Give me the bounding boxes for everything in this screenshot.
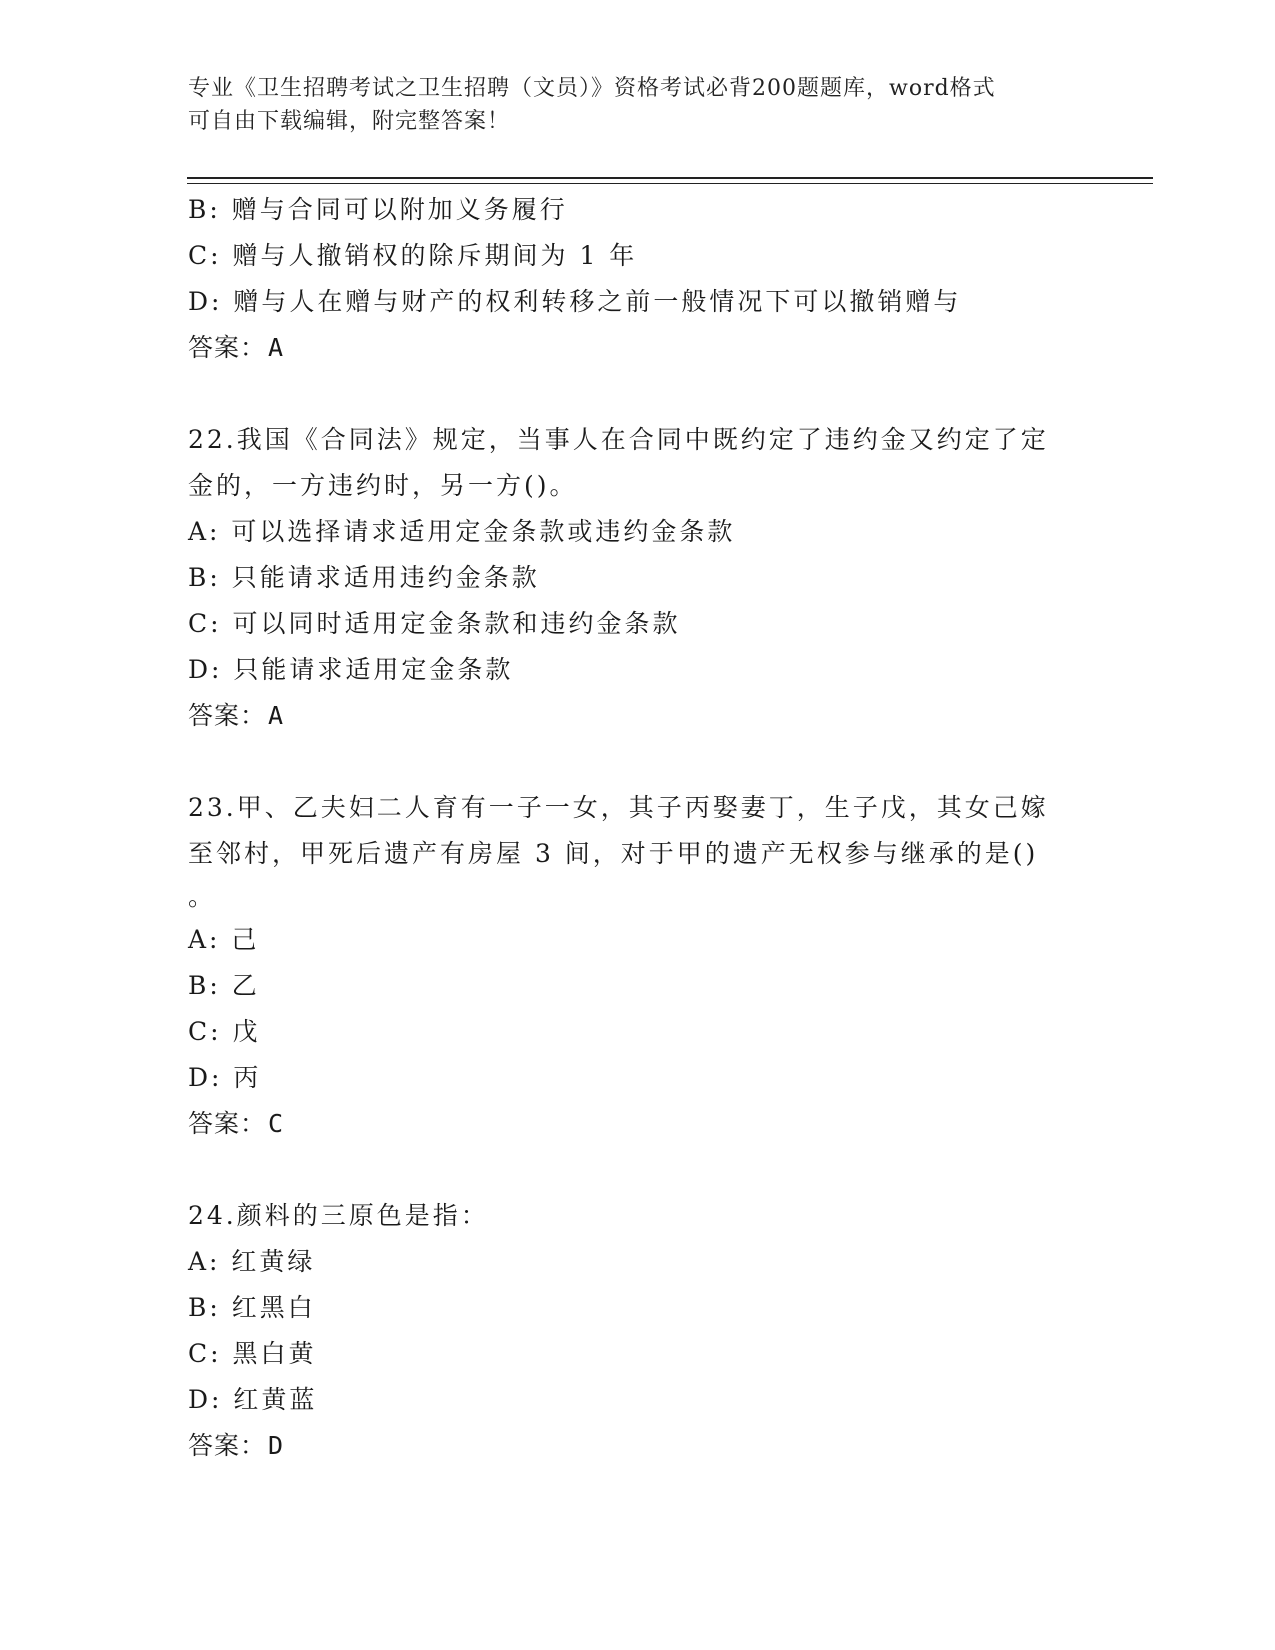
header-divider-thin [187, 183, 1153, 184]
option-d: D: 丙 [188, 1063, 262, 1092]
option-b: B: 乙 [188, 971, 260, 1000]
question-block-21 [188, 187, 1088, 371]
question-block-22 [188, 417, 1088, 739]
option-c: C: 赠与人撤销权的除斥期间为 1 年 [188, 241, 638, 270]
option-d: D: 红黄蓝 [188, 1385, 318, 1414]
answer-value: D [268, 1431, 285, 1460]
answer-line [188, 1101, 1088, 1147]
question-text-line: 22.我国《合同法》规定，当事人在合同中既约定了违约金又约定了定 [188, 425, 1049, 454]
document-header [188, 72, 1088, 138]
question-text-line: 至邻村，甲死后遗产有房屋 3 间，对于甲的遗产无权参与继承的是() [188, 839, 1039, 868]
option-c: C: 可以同时适用定金条款和违约金条款 [188, 609, 681, 638]
question-block-23 [188, 785, 1088, 1147]
header-line-1: 专业《卫生招聘考试之卫生招聘（文员）》资格考试必背200题题库，word格式 [188, 76, 996, 101]
question-text-line: 24.颜料的三原色是指： [188, 1201, 489, 1230]
answer-label: 答案： [188, 701, 267, 730]
option-b: B: 红黑白 [188, 1293, 316, 1322]
answer-value: A [268, 333, 285, 362]
answer-label: 答案： [188, 1431, 267, 1460]
answer-value: A [268, 701, 285, 730]
spacer [188, 1147, 1088, 1193]
option-d: D: 只能请求适用定金条款 [188, 655, 514, 684]
answer-label: 答案： [188, 333, 267, 362]
option-d: D: 赠与人在赠与财产的权利转移之前一般情况下可以撤销赠与 [188, 287, 962, 316]
header-line-2: 可自由下载编辑，附完整答案！ [188, 109, 511, 134]
question-block-24 [188, 1193, 1088, 1469]
spacer [188, 371, 1088, 417]
question-text-line: 23.甲、乙夫妇二人育有一子一女，其子丙娶妻丁，生子戊，其女己嫁 [188, 793, 1049, 822]
answer-label: 答案： [188, 1109, 267, 1138]
option-a: A: 可以选择请求适用定金条款或违约金条款 [188, 517, 736, 546]
option-b: B: 只能请求适用违约金条款 [188, 563, 540, 592]
option-a: A: 己 [188, 925, 260, 954]
spacer [188, 739, 1088, 785]
answer-value: C [268, 1109, 285, 1138]
answer-line [188, 325, 1088, 371]
header-divider-thick [187, 177, 1153, 179]
option-b: B: 赠与合同可以附加义务履行 [188, 195, 568, 224]
question-text-line: 金的，一方违约时，另一方()。 [188, 471, 578, 500]
question-text-line: 。 [188, 882, 217, 911]
option-a: A: 红黄绿 [188, 1247, 316, 1276]
answer-line [188, 693, 1088, 739]
answer-line [188, 1423, 1088, 1469]
option-c: C: 黑白黄 [188, 1339, 317, 1368]
option-c: C: 戊 [188, 1017, 261, 1046]
question-list [188, 187, 1088, 1469]
